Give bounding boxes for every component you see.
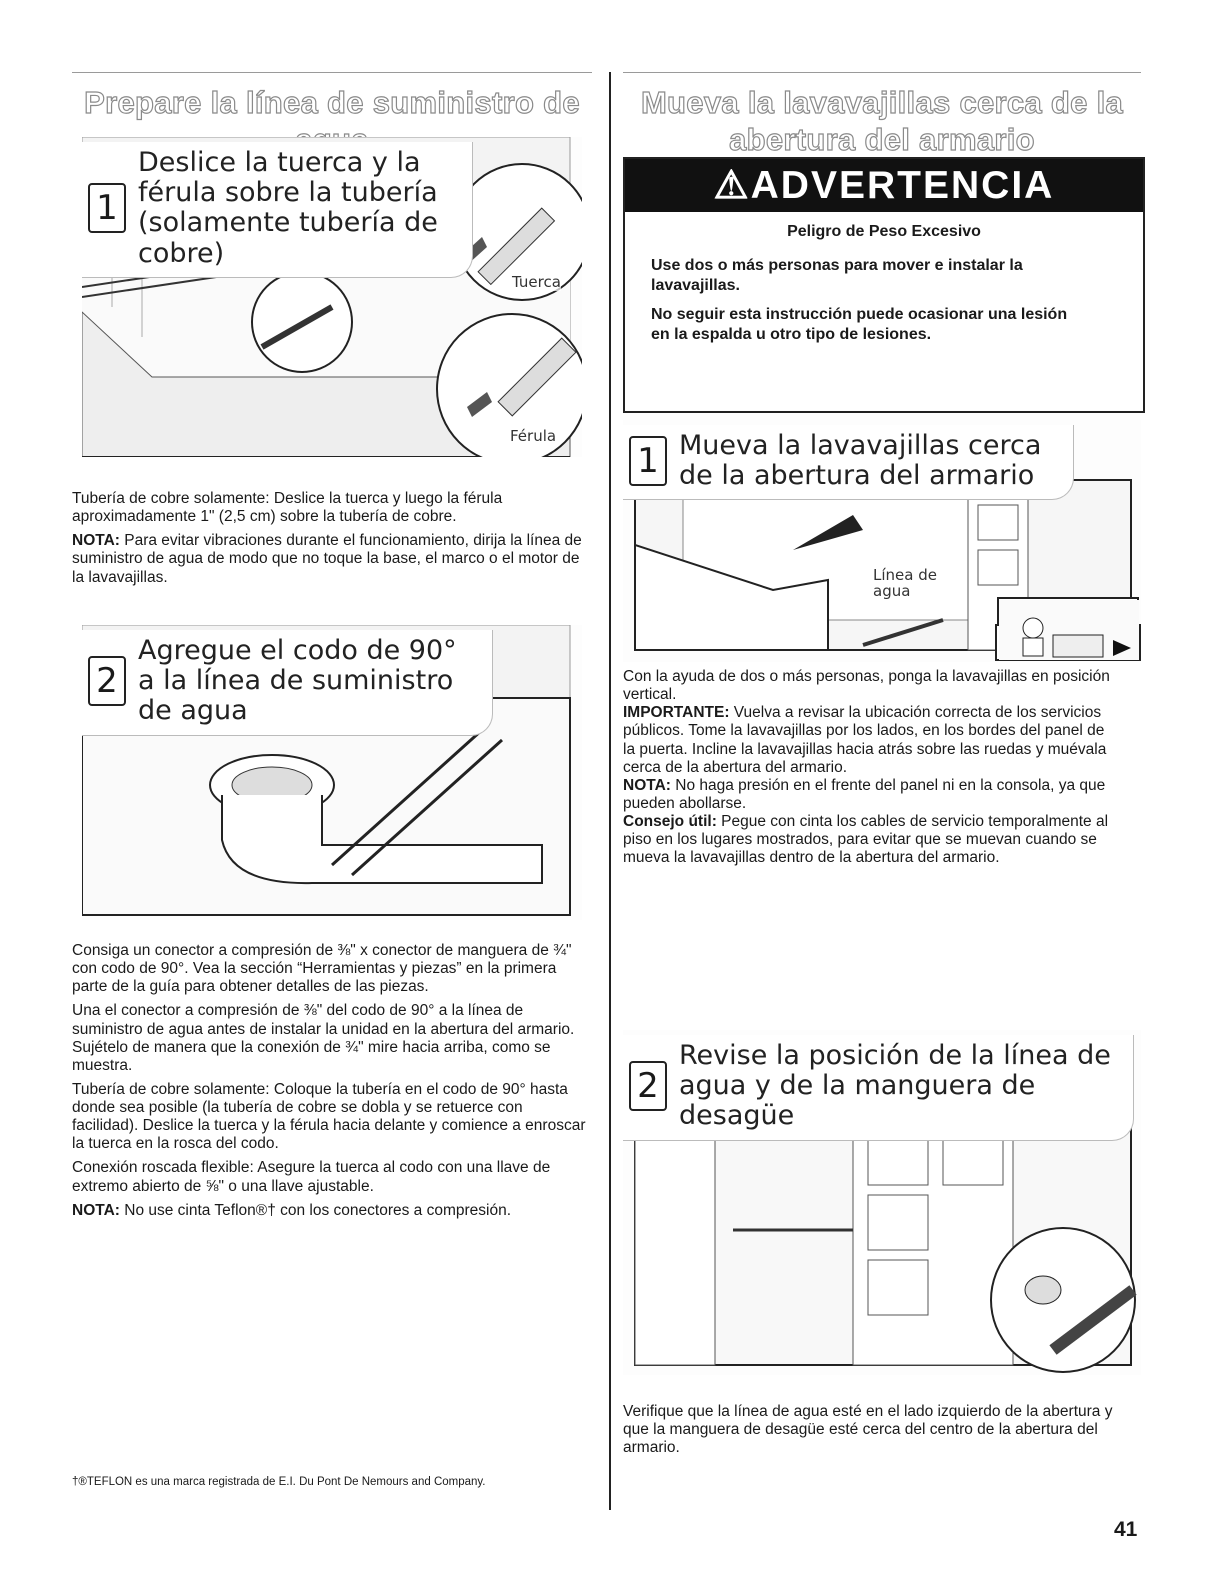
warning-line-2: No seguir esta instrucción puede ocasionar una lesión en la espalda u otro tipo de lesiones. — [651, 306, 1068, 343]
figure-slide-nut-ferrule — [82, 137, 582, 457]
figure-check-positions — [623, 1030, 1141, 1375]
section-title-right-line-2: abertura del armario — [729, 122, 1035, 158]
footnote: †®TEFLON es una marca registrada de E.I. Du Pont De Nemours and Company. — [72, 1476, 486, 1488]
figure-add-elbow — [82, 625, 582, 920]
label-water-line: Línea de agua — [873, 568, 953, 600]
step-number: 2 — [629, 1061, 667, 1111]
step-2-callout-right — [623, 1035, 1134, 1141]
step-2-instructions-right: Verifique que la línea de agua esté en el lado izquierdo de la abertura y que la manguera de desagüe esté cerca del centro de la abertura del armario. — [623, 1403, 1113, 1457]
step-1-callout — [82, 142, 473, 278]
step-1-callout-right — [623, 425, 1074, 500]
step-title: Mueva la lavavajillas cerca de la abertura del armario — [679, 430, 1042, 492]
figure-move-dishwasher — [623, 420, 1141, 662]
section-title-right-line-1: Mueva la lavavajillas cerca de la — [640, 85, 1124, 120]
step-title: Deslice la tuerca y la férula sobre la tubería (solamente tubería de cobre) — [138, 147, 438, 269]
step-number: 2 — [88, 656, 126, 706]
step-2-instructions-left: Consiga un conector a compresión de ⅜" x conector de manguera de ¾" con codo de 90°. Vea la sección “Herramientas y piezas” en la primera parte de la guía para obtener detalles de las piezas. Una el conector a compresión de ⅜" del codo de 90° a la línea de suministro de agua antes de instalar la unidad en la abertura del armario. Sujételo de manera que la conexión de ¾" mire hacia arriba, como se muestra. Tubería de cobre solamente: Coloque la tubería en el codo de 90° hasta donde sea posible (la tubería de cobre se dobla y se retuerce con facilidad). Deslice la tuerca y la férula hacia delante y comience a enroscar la tuerca en la rosca del codo. Conexión roscada flexible: Asegure la tuerca al codo con una llave de extremo abierto de ⅝" o una llave ajustable. NOTA: No use cinta Teflon®† con los conectores a compresión. — [72, 942, 586, 1219]
warning-box — [623, 157, 1145, 413]
page-number: 41 — [1114, 1518, 1138, 1541]
top-rule-left — [72, 72, 592, 73]
step-1-instructions-right: Con la ayuda de dos o más personas, ponga la lavavajillas en posición vertical. IMPORTANTE: Vuelva a revisar la ubicación correcta de los servicios públicos. Tome la lavavajillas por los lados, en los bordes del panel de la puerta. Incline la lavavajillas hacia atrás sobre las ruedas y muévala cerca de la abertura del armario. NOTA: No haga presión en el frente del panel ni en la consola, ya que pueden abollarse. Consejo útil: Pegue con cinta los cables de servicio temporalmente al piso en los lugares mostrados, para evitar que se muevan cuando se mueva la lavavajillas dentro de la abertura del armario. — [623, 668, 1110, 867]
section-title-right — [623, 84, 1141, 158]
step-title: Agregue el codo de 90° a la línea de suministro de agua — [138, 635, 457, 727]
step-number: 1 — [88, 183, 126, 233]
warning-hazard: Peligro de Peso Excesivo — [787, 223, 981, 240]
label-ferrule: Férula — [510, 427, 557, 445]
step-number: 1 — [629, 436, 667, 486]
warning-line-1: Use dos o más personas para mover e instalar la lavavajillas. — [651, 257, 1023, 294]
label-nut: Tuerca — [512, 273, 561, 291]
column-divider — [609, 72, 611, 1510]
section-title-left: Prepare la línea de suministro de — [84, 85, 580, 120]
step-2-callout — [82, 630, 493, 736]
step-1-instructions-left: Tubería de cobre solamente: Deslice la tuerca y luego la férula aproximadamente 1" (2,5 cm) sobre la tubería de cobre. NOTA: Para evitar vibraciones durante el funcionamiento, dirija la línea de suministro de agua de modo que no toque la base, el marco o el motor de la lavavajillas. — [72, 490, 582, 586]
warning-header: ⚠ADVERTENCIA — [625, 159, 1143, 212]
step-title: Revise la posición de la línea de agua y de la manguera de desagüe — [679, 1040, 1111, 1132]
top-rule-right — [623, 72, 1141, 73]
